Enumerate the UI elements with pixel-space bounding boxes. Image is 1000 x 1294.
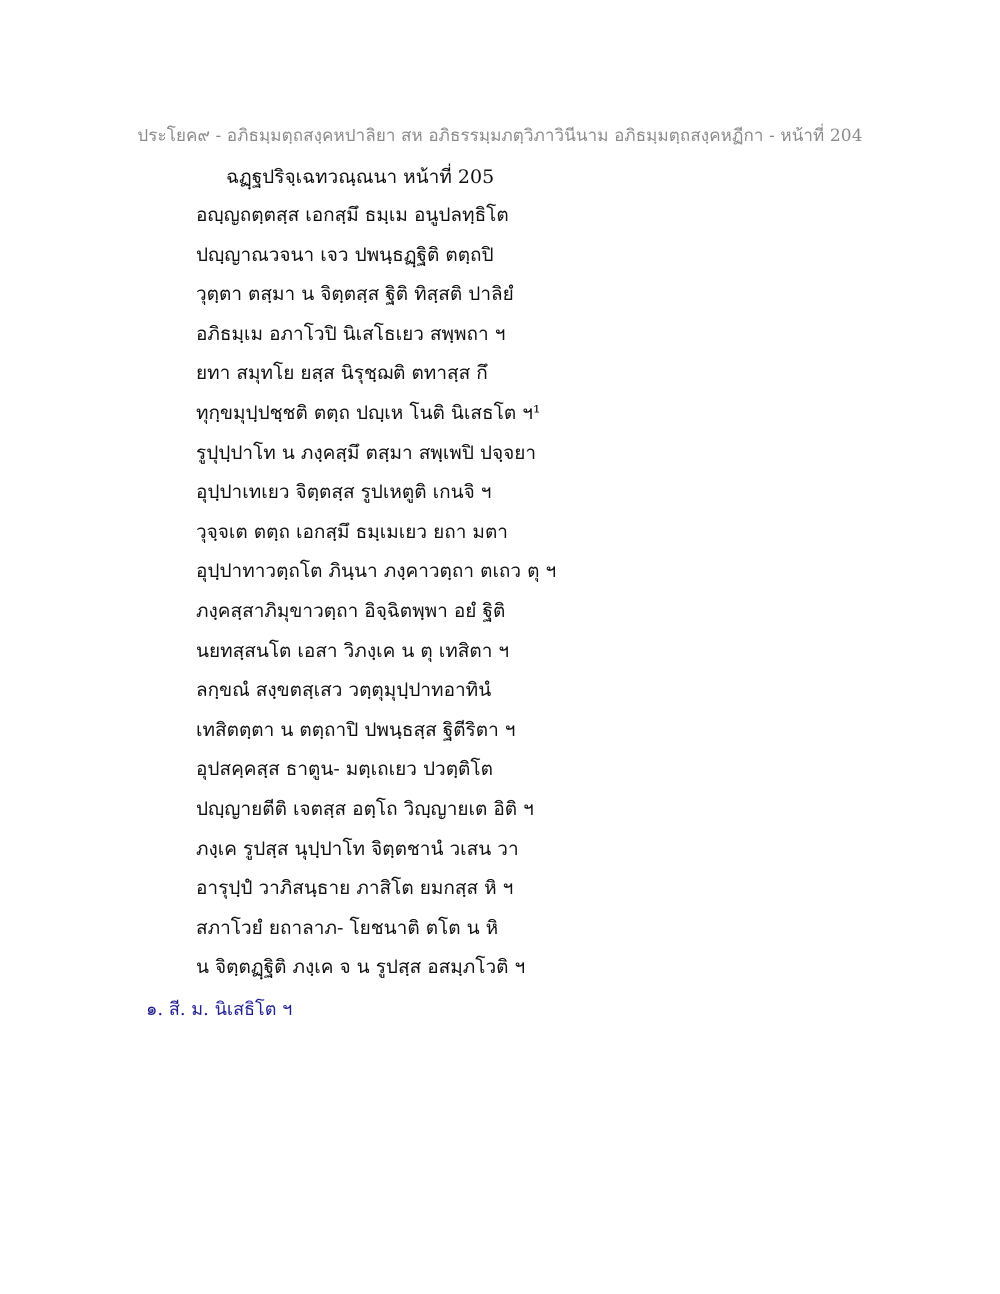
verse-line: ยทา สมุทโย ยสฺส นิรุชฺฌติ ตทาสฺส กึ [196, 362, 488, 385]
section-heading: ฉฏฺฐปริจฺเฉทวณฺณนา หน้าที่ 205 [226, 166, 495, 188]
verse-line: อุปฺปาเทเยว จิตฺตสฺส รูปเหตูติ เกนจิ ฯ [196, 481, 492, 504]
verse-line: อญฺญถตฺตสฺส เอกสฺมึ ธมฺเม อนูปลทฺธิโต [196, 204, 509, 226]
verse-line: ภงฺคสฺสาภิมุขาวตฺถา อิจฺฉิตพฺพา อยํ ฐิติ [196, 599, 506, 622]
verse-line: รูปุปฺปาโท น ภงฺคสฺมึ ตสฺมา สพฺเพปิ ปจฺจยา [196, 441, 537, 464]
verse-line: นยทสฺสนโต เอสา วิภงฺเค น ตุ เทสิตา ฯ [196, 639, 510, 662]
running-header: ประโยค๙ - อภิธมฺมตฺถสงฺคหปาลิยา สห อภิธรรมฺมภตฺวิภาวินีนาม อภิธมฺมตฺถสงฺคหฏีกา - หน้าที่ 204 [137, 126, 863, 146]
verse-line: สภาโวยํ ยถาลาภ- โยชนาติ ตโต น หิ [196, 916, 499, 939]
verse-line: ลกฺขณํ สงฺขตสฺเสว วตฺตุมุปฺปาทอาทินํ [196, 679, 492, 702]
verse-line: ปญฺญายตีติ เจตสฺส อตฺโถ วิญฺญายเต อิติ ฯ [196, 797, 534, 820]
verse-line: อภิธมฺเม อภาโวปิ นิเสโธเยว สพฺพถา ฯ [196, 322, 506, 345]
verse-line: ภงฺเค รูปสฺส นุปฺปาโท จิตฺตชานํ วเสน วา [196, 837, 519, 860]
verse-line: อารุปฺปํ วาภิสนฺธาย ภาสิโต ยมกสฺส หิ ฯ [196, 877, 514, 900]
verse-line: ทุกฺขมุปฺปชฺชติ ตตฺถ ปญฺเห โนติ นิเสธโต ฯ¹ [196, 401, 541, 424]
verse-line: ปญฺญาณวจนา เจว ปพนฺธฏฺฐิติ ตตฺถปิ [196, 243, 494, 266]
verse-block [196, 200, 556, 992]
footnote: ๑. สี. ม. นิเสธิโต ฯ [146, 999, 293, 1020]
verse-line: น จิตฺตฏฺฐิติ ภงฺเค จ น รูปสฺส อสมฺภโวติ ฯ [196, 956, 526, 979]
verse-line: เทสิตตฺตา น ตตฺถาปิ ปพนฺธสฺส ฐิตีริตา ฯ [196, 718, 516, 741]
verse-line: วุตฺตา ตสฺมา น จิตฺตสฺส ฐิติ ทิสฺสติ ปาลิยํ [196, 283, 514, 306]
verse-line: อุปสคฺคสฺส ธาตูน- มตฺเถเยว ปวตฺติโต [196, 758, 493, 781]
verse-line: วุจฺจเต ตตฺถ เอกสฺมึ ธมฺเมเยว ยถา มตา [196, 520, 508, 543]
verse-line: อุปฺปาทาวตฺถโต ภินฺนา ภงฺคาวตฺถา ตเถว ตุ ฯ [196, 560, 557, 583]
